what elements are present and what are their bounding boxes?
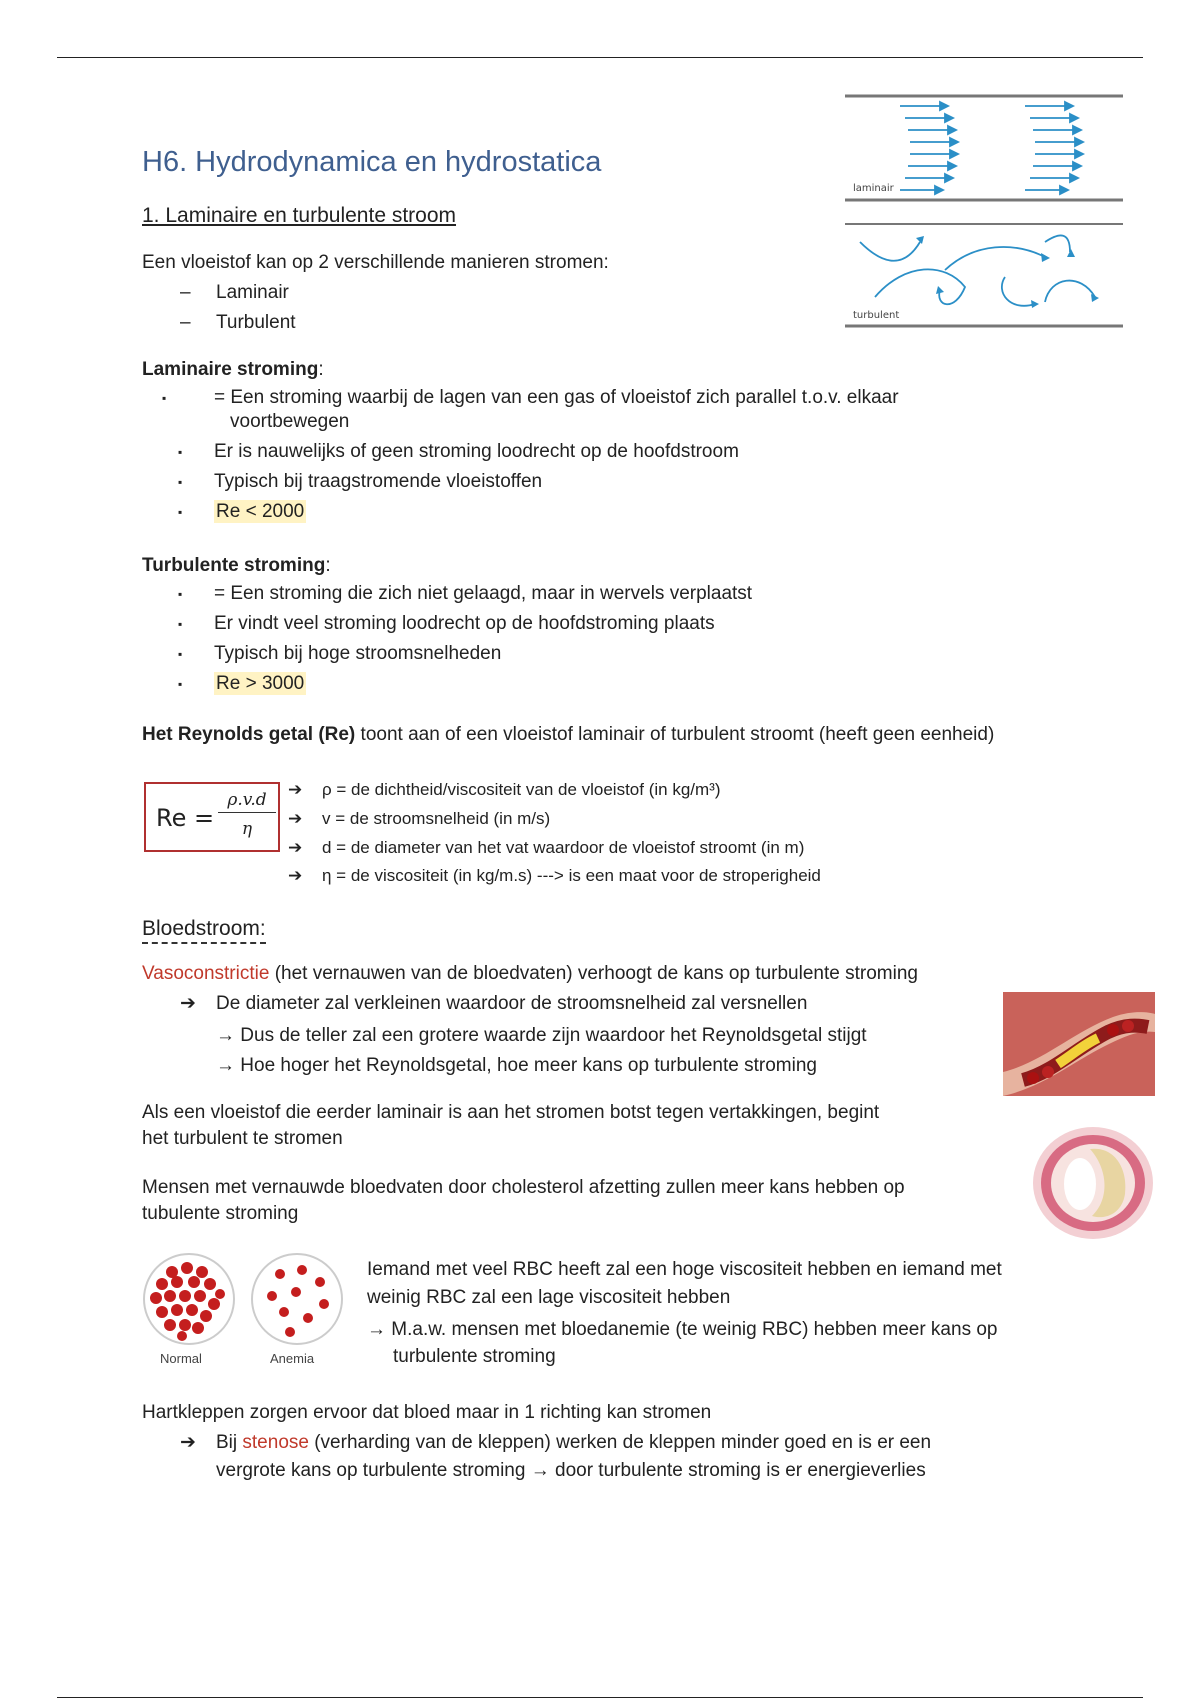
rbc-anemia-image [250,1252,344,1346]
reynolds-lead: Het Reynolds getal (Re) [142,724,356,745]
turbulent-label: turbulent [853,310,900,321]
formula-lhs: Re = [156,804,215,832]
reynolds-lead-rest: toont aan of een vloeistof laminair of turbulent stroomt (heeft geen eenheid) [355,724,995,745]
laminar-bullets [178,386,958,524]
list-item [178,500,958,524]
list-item: ▪ Er is nauwelijks of geen stroming loodrecht op de hoofdstroom [178,440,958,464]
var-d-text: d = de diameter van het vat waardoor de vloeistof stroomt (in m) [322,838,805,857]
re-threshold-laminar: Re < 2000 [216,501,305,522]
var-eta-text: η = de viscositeit (in kg/m.s) ---> is een maat voor de stroperigheid [322,866,821,885]
vaso-sub-2: → Hoe hoger het Reynoldsgetal, hoe meer kans op turbulente stroming [216,1055,817,1076]
turbulent-bullets [178,582,958,696]
vaso-rest: (het vernauwen van de bloedvaten) verhoogt de kans op turbulente stroming [269,963,918,984]
intro-text: Een vloeistof kan op 2 verschillende manieren stromen: [142,252,609,273]
var-v-text: v = de stroomsnelheid (in m/s) [322,809,551,828]
branch-text: Als een vloeistof die eerder laminair is aan het stromen botst tegen vertakkingen, begint het turbulent te stromen [142,1102,880,1149]
var-eta: ➔ η = de viscositeit (in kg/m.s) ---> is een maat voor de stroperigheid [288,866,821,885]
valves-arrow-line: ➔ Bij stenose (verharding van de kleppen) werken de kleppen minder goed en is er een vergrote kans op turbulente stroming → door turbulente stroming is er energieverlies [180,1432,932,1481]
list-item: ▪ Typisch bij hoge stroomsnelheden [178,642,958,666]
vaso-sub-1: → Dus de teller zal een grotere waarde zijn waardoor het Reynoldsgetal stijgt [216,1025,867,1046]
reynolds-formula [144,782,280,852]
rbc-label-normal: Normal [160,1351,202,1366]
section-heading: 1. Laminaire en turbulente stroom [142,204,457,227]
list-item: ▪ = Een stroming waarbij de lagen van een gas of vloeistof zich parallel t.o.v. elkaar voortbewegen [178,386,958,434]
var-rho-text: ρ = de dichtheid/viscositeit van de vloeistof (in kg/m³) [322,780,721,799]
page-title: H6. Hydrodynamica en hydrostatica [142,146,602,178]
laminar-heading-line: Laminaire stroming: [142,359,324,380]
top-rule [57,57,1143,58]
vaso-line [142,961,1022,987]
blood-heading: Bloedstroom: [142,917,266,944]
vaso-arrow-text: De diameter zal verkleinen waardoor de stroomsnelheid zal versnellen [216,993,808,1014]
cholesterol-text: Mensen met vernauwde bloedvaten door cholesterol afzetting zullen meer kans hebben op tubulente stroming [142,1177,905,1224]
list-item: ▪ = Een stroming die zich niet gelaagd, maar in wervels verplaatst [178,582,958,606]
valves-rest: (verharding van de kleppen) werken de kleppen minder goed en is er een vergrote kans op turbulente stroming → door turbulente stroming is er energieverlies [216,1432,932,1481]
turbulent-arrows [860,235,1095,305]
flow-types-list [180,278,296,338]
valves-pre: Bij [216,1432,243,1453]
laminar-arrows [900,102,1083,194]
rbc-text: Iemand met veel RBC heeft zal een hoge viscositeit hebben en iemand met weinig RBC zal een lage viscositeit hebben [367,1259,1002,1308]
reynolds-intro [142,722,1002,748]
stenose-term: stenose [242,1432,309,1453]
laminar-label: laminair [853,183,894,194]
valves-text: Hartkleppen zorgen ervoor dat bloed maar in 1 richting kan stromen [142,1402,712,1423]
var-v: ➔ v = de stroomsnelheid (in m/s) [288,809,551,828]
turbulent-heading: Turbulente stroming [142,555,326,576]
bottom-rule [57,1697,1143,1698]
rbc-arrow-text: → M.a.w. mensen met bloedanemie (te weinig RBC) hebben meer kans op turbulente stroming [367,1319,998,1367]
turbulent-heading-line: Turbulente stroming: [142,555,331,576]
formula-denominator: η [241,819,253,839]
list-item: ▪ Typisch bij traagstromende vloeistoffen [178,470,958,494]
var-d: ➔ d = de diameter van het vat waardoor de vloeistof stroomt (in m) [288,838,805,857]
formula-numerator: ρ.v.d [218,790,276,813]
re-threshold-turbulent: Re > 3000 [216,673,305,694]
flow-type-item: – Turbulent [180,308,296,338]
vaso-term: Vasoconstrictie [142,963,270,984]
vaso-arrow-line: ➔ De diameter zal verkleinen waardoor de stroomsnelheid zal versnellen [180,993,808,1014]
formula-fraction [218,790,276,839]
flow-diagram [845,92,1125,328]
flow-type-item: – Laminair [180,278,296,308]
laminar-heading: Laminaire stroming [142,359,319,380]
rbc-normal-image [142,1252,236,1346]
list-item [178,672,958,696]
blood-vessel-image [1003,992,1155,1096]
artery-plaque-image [1030,1124,1156,1242]
var-rho: ➔ ρ = de dichtheid/viscositeit van de vloeistof (in kg/m³) [288,780,721,799]
list-item: ▪ Er vindt veel stroming loodrecht op de hoofdstroming plaats [178,612,958,636]
rbc-label-anemia: Anemia [270,1351,315,1366]
